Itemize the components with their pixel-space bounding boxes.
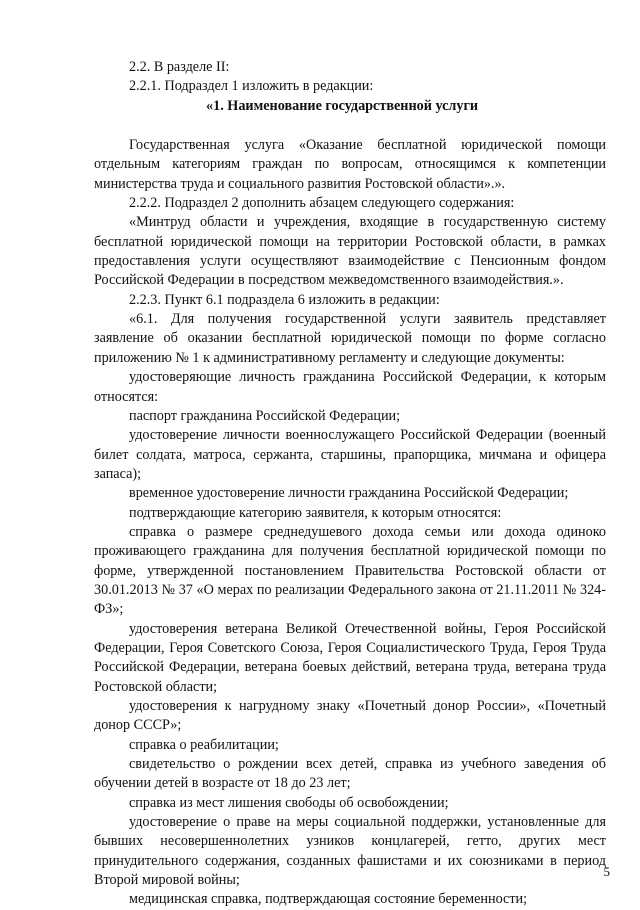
service-name-paragraph: Государственная услуга «Оказание бесплатной юридической помощи отдельным категориям граждан по вопросам, относящимся к компетенции министерства труда и социального развития Ростовской области».».	[94, 137, 606, 192]
document-body	[94, 58, 606, 910]
list-item: удостоверение о праве на меры социальной поддержки, установленные для бывших несовершеннолетних узников концлагерей, гетто, других мест принудительного содержания, созданных фашистами и их союзниками в период Второй мировой войны;	[94, 814, 606, 889]
category-documents-paragraph: подтверждающие категорию заявителя, к которым относятся:	[129, 504, 502, 521]
list-item: удостоверения ветерана Великой Отечественной войны, Героя Российской Федерации, Героя Советского Союза, Героя Социалистического Труда, Героя Труда Российской Федерации, ветерана боевых действий, ветерана труда, ветерана труда Ростовской области;	[94, 620, 606, 695]
list-item: справка о реабилитации;	[129, 736, 279, 753]
subsection-instruction: 2.2.3. Пункт 6.1 подраздела 6 изложить в редакции:	[129, 291, 440, 308]
section-heading: 2.2. В разделе II:	[129, 59, 230, 75]
identity-documents-paragraph: удостоверяющие личность гражданина Российской Федерации, к которым относятся:	[94, 369, 606, 405]
list-item: справка из мест лишения свободы об освобождении;	[129, 794, 449, 811]
list-item: удостоверение личности военнослужащего Российской Федерации (военный билет солдата, матроса, сержанта, старшины, прапорщика, мичмана и офицера запаса);	[94, 427, 606, 482]
list-item: свидетельство о рождении всех детей, справка из учебного заведения об обучении детей в возрасте от 18 до 23 лет;	[94, 756, 606, 792]
application-requirements-paragraph: «6.1. Для получения государственной услуги заявитель представляет заявление об оказании бесплатной юридической помощи по форме согласно приложению № 1 к административному регламенту и следующие документы:	[94, 311, 606, 366]
subsection-instruction: 2.2.2. Подраздел 2 дополнить абзацем следующего содержания:	[129, 195, 515, 212]
subsection-instruction: 2.2.1. Подраздел 1 изложить в редакции:	[129, 78, 374, 95]
list-item: справка о размере среднедушевого дохода семьи или дохода одиноко проживающего гражданина для получения бесплатной юридической помощи по форме, утвержденной постановлением Правительства Ростовской области от 30.01.2013 № 37 «О мерах по реализации Федерального закона от 21.11.2011 № 324-ФЗ»;	[94, 523, 606, 618]
service-title: «1. Наименование государственной услуги	[206, 97, 479, 114]
list-item: удостоверения к нагрудному знаку «Почетный донор России», «Почетный донор СССР»;	[94, 698, 606, 734]
list-item: временное удостоверение личности гражданина Российской Федерации;	[129, 485, 569, 502]
list-item: медицинская справка, подтверждающая состояние беременности;	[129, 891, 528, 908]
page-number: 5	[603, 864, 610, 879]
interaction-paragraph: «Минтруд области и учреждения, входящие в государственную систему бесплатной юридической помощи на территории Ростовской области, в рамках предоставления услуги осуществляют взаимодействие с Пенсионным фондом Российской Федерации в посредством межведомственного взаимодействия.».	[94, 214, 606, 289]
list-item: паспорт гражданина Российской Федерации;	[129, 407, 401, 424]
